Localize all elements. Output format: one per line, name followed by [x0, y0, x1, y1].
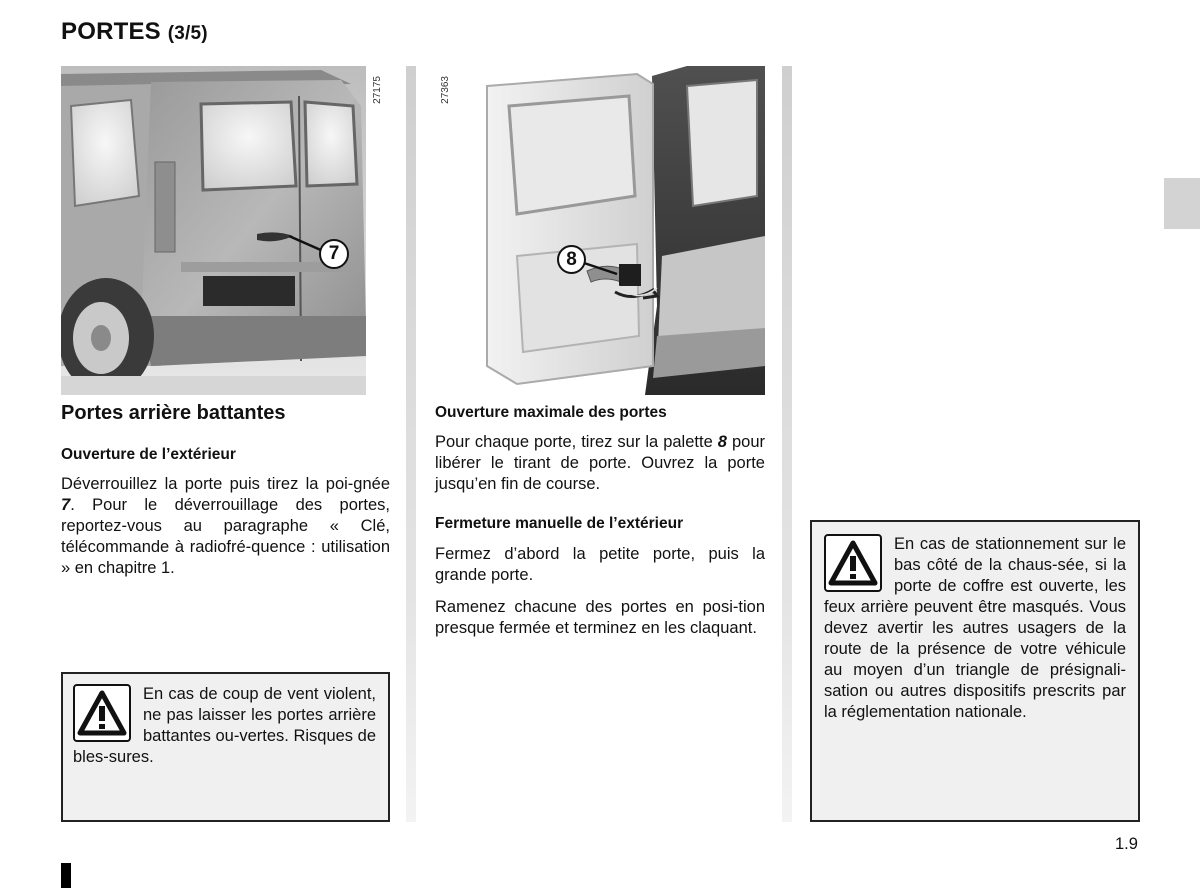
paragraph-max-opening-part2: pour libérer le tirant de porte. Ouvrez la porte jusqu’en fin de course.: [435, 433, 765, 493]
callout-8-label: 8: [566, 249, 577, 270]
figure-code-left: 27175: [372, 76, 383, 104]
page-title: [61, 18, 208, 46]
paragraph-unlock-part1: Déverrouillez la porte puis tirez la poi-gnée: [61, 475, 390, 493]
callout-7-label: 7: [328, 243, 340, 264]
page-title-suffix: (3/5): [167, 23, 208, 44]
paragraph-unlock-part2: . Pour le déverrouillage des portes, reportez-vous au paragraphe « Clé, télécommande à radiofré-quence : utilisation » en chapitre 1.: [61, 496, 390, 577]
warning-triangle-icon: [824, 534, 882, 592]
heading-max-opening: Ouverture maximale des portes: [435, 404, 667, 421]
page-title-text: PORTES: [61, 18, 161, 45]
paragraph-max-opening-part1: Pour chaque porte, tirez sur la palette: [435, 433, 718, 451]
figure-code-right: 27363: [440, 76, 451, 104]
warning-text-parking: En cas de stationnement sur le bas côté de la chaus-sée, si la porte de coffre est ouverte, les feux arrière peuvent être masqués. Vous devez avertir les autres usagers de la route de la présence de votre véhicule au moyen d’un triangle de présignali-sation ou autres dispositifs prescrits par la réglementation nationale.: [824, 535, 1126, 721]
column-divider-left: [406, 66, 416, 822]
warning-text-wind: En cas de coup de vent violent, ne pas laisser les portes arrière battantes ou-vertes. Risques de bles-sures.: [73, 685, 376, 766]
subheading-outside-opening: Ouverture de l’extérieur: [61, 446, 236, 463]
paragraph-close-order: Fermez d’abord la petite porte, puis la grande porte.: [435, 545, 765, 584]
warning-triangle-icon: [73, 684, 131, 742]
reference-7: 7: [61, 496, 71, 514]
chapter-tab: [1164, 178, 1200, 229]
heading-manual-closing: Fermeture manuelle de l’extérieur: [435, 515, 684, 532]
warning-box-parking: [810, 520, 1140, 822]
rear-doors-photo: [61, 66, 366, 395]
callout-7: [319, 239, 349, 269]
reference-8: 8: [717, 433, 727, 451]
callout-8: [557, 245, 586, 274]
warning-box-wind: [61, 672, 390, 822]
page-number: 1.9: [1115, 835, 1138, 853]
paragraph-max-opening: [435, 432, 765, 495]
corner-marker: [61, 863, 71, 888]
door-interior-photo: [457, 66, 765, 395]
column-divider-right: [782, 66, 792, 822]
paragraph-close-finish: Ramenez chacune des portes en posi-tion presque fermée et terminez en les claquant.: [435, 598, 765, 637]
section-heading-rear-doors: Portes arrière battantes: [61, 402, 286, 424]
paragraph-unlock: [61, 474, 390, 579]
